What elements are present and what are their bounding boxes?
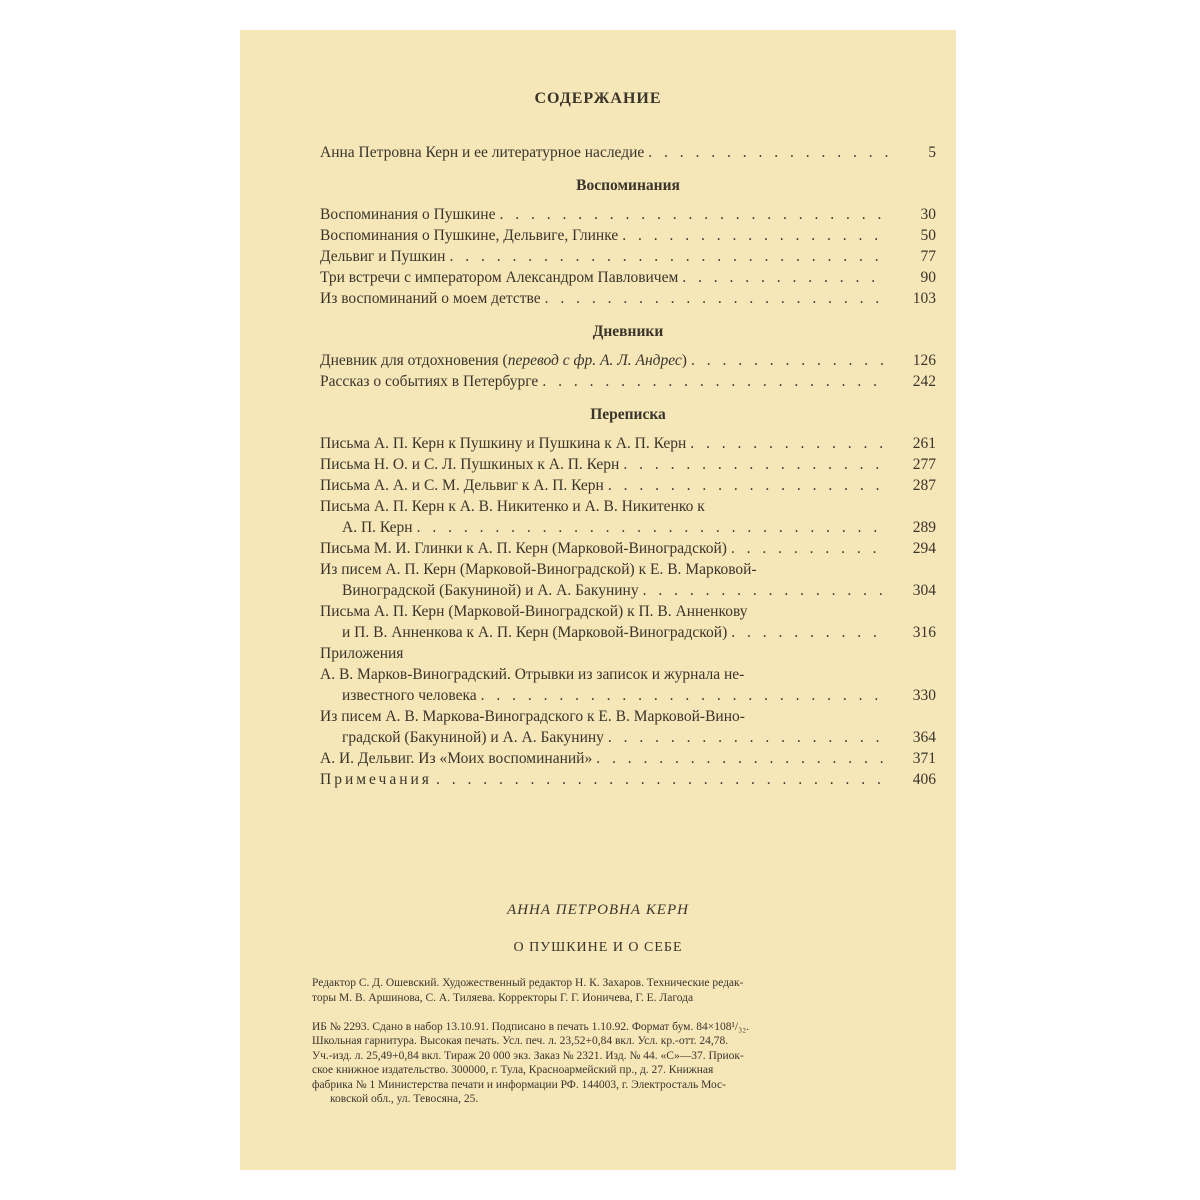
toc-entry-page: 103 [912, 290, 936, 307]
imprint-author: АННА ПЕТРОВНА КЕРН [507, 902, 689, 918]
toc-entry-title-line1: Письма А. П. Керн (Марковой-Виноградской) к П. В. Анненкову [320, 603, 748, 620]
toc-entry[interactable] [320, 769, 936, 790]
toc-entry-page: 294 [912, 540, 936, 557]
toc-entry[interactable] [320, 433, 936, 454]
toc-entry[interactable] [320, 601, 936, 643]
toc-entry-title-line1: Из писем А. В. Маркова-Виноградского к Е. В. Марковой-Вино- [320, 708, 745, 725]
toc-leader [596, 748, 888, 769]
toc-entry-page: 330 [912, 687, 936, 704]
toc-entry[interactable] [320, 538, 936, 559]
toc-entry-title: Примечания [320, 771, 432, 788]
imprint-publication-data [312, 1020, 942, 1106]
toc-entry-page: 77 [920, 248, 936, 265]
toc-leader [690, 433, 888, 454]
toc-entry-title: А. И. Дельвиг. Из «Моих воспоминаний» [320, 750, 593, 767]
credits-line: торы М. В. Аршинова, С. А. Тиляева. Корректоры Г. Г. Ионичева, Г. Е. Лагода [312, 992, 694, 1004]
toc-leader [608, 727, 888, 748]
toc-leader [731, 538, 888, 559]
toc-leader [481, 685, 888, 706]
toc-leader [436, 769, 888, 790]
toc-entry-title: Воспоминания о Пушкине [320, 206, 496, 223]
toc-entry-title: Письма А. П. Керн к Пушкину и Пушкина к А. П. Керн [320, 435, 687, 452]
imprint-credits [312, 976, 942, 1006]
toc-entry[interactable] [320, 496, 936, 538]
toc-entry-title: Три встречи с императором Александром Павловичем [320, 269, 679, 286]
toc-leader [682, 267, 888, 288]
toc-entry[interactable] [320, 475, 936, 496]
toc-entry[interactable] [320, 371, 936, 392]
toc-entry-page: 30 [920, 206, 936, 223]
toc-entry-page: 50 [920, 227, 936, 244]
toc-entry[interactable] [320, 225, 936, 246]
toc-entry-title-line2: и П. В. Анненкова к А. П. Керн (Марковой-Виноградской) [342, 624, 728, 641]
publication-line: фабрика № 1 Министерства печати и информации РФ. 144003, г. Электросталь Мос- [312, 1078, 726, 1091]
toc-entry[interactable] [320, 559, 936, 601]
toc-entry-title: Дневник для отдохновения (перевод с фр. А. Л. Андрес) [320, 352, 687, 369]
toc-entry-title-line2: Виноградской (Бакуниной) и А. А. Бакунину [342, 582, 639, 599]
toc-leader [643, 580, 888, 601]
section-heading: Дневники [592, 323, 664, 340]
table-of-contents [320, 142, 936, 790]
toc-entry[interactable] [320, 748, 936, 769]
toc-entry[interactable] [320, 267, 936, 288]
toc-title: СОДЕРЖАНИЕ [534, 90, 662, 107]
toc-entry-page: 277 [912, 456, 936, 473]
toc-entry-title: Письма А. А. и С. М. Дельвиг к А. П. Керн [320, 477, 604, 494]
toc-entry-title: Письма Н. О. и С. Л. Пушкиных к А. П. Керн [320, 456, 620, 473]
toc-entry-title: Воспоминания о Пушкине, Дельвиге, Глинке [320, 227, 619, 244]
section-heading: Воспоминания [576, 177, 680, 194]
toc-entry-page: 371 [912, 750, 936, 767]
toc-entry-title-line1: Письма А. П. Керн к А. В. Никитенко и А. В. Никитенко к [320, 498, 705, 515]
toc-entry-title-line2: А. П. Керн [342, 519, 413, 536]
toc-entry-page: 289 [912, 519, 936, 536]
toc-entry-title-line2: известного человека [342, 687, 477, 704]
toc-entry-title: Дельвиг и Пушкин [320, 248, 446, 265]
toc-leader [623, 454, 888, 475]
toc-entry-title: Рассказ о событиях в Петербурге [320, 373, 539, 390]
toc-leader [648, 142, 888, 163]
toc-entry[interactable] [320, 246, 936, 267]
toc-entry[interactable] [320, 664, 936, 706]
translator-note: перевод с фр. А. Л. Андрес [507, 352, 682, 369]
toc-leader [691, 350, 888, 371]
toc-leader [622, 225, 888, 246]
toc-entry-page: 126 [912, 352, 936, 369]
toc-entry-title: Письма М. И. Глинки к А. П. Керн (Марковой-Виноградской) [320, 540, 727, 557]
toc-entry-page: 364 [912, 729, 936, 746]
toc-leader [499, 204, 888, 225]
toc-entry[interactable] [320, 288, 936, 309]
toc-entry[interactable] [320, 454, 936, 475]
publication-line: ИБ № 2293. Сдано в набор 13.10.91. Подписано в печать 1.10.92. Формат бум. 84×108¹/₃₂. [312, 1021, 749, 1033]
publication-line: ское книжное издательство. 300000, г. Тула, Красноармейский пр., д. 27. Книжная [312, 1064, 714, 1077]
toc-entry-page: 90 [920, 269, 936, 286]
toc-entry-title-line2: градской (Бакуниной) и А. А. Бакунину [342, 729, 604, 746]
credits-line: Редактор С. Д. Ошевский. Художественный редактор Н. К. Захаров. Технические редак- [312, 977, 744, 989]
toc-entry-page: 261 [912, 435, 936, 452]
toc-leader [731, 622, 888, 643]
toc-entry[interactable] [320, 706, 936, 748]
toc-entry-page: 242 [912, 373, 936, 390]
toc-entry-page: 5 [928, 144, 936, 161]
toc-entry[interactable] [320, 142, 936, 163]
imprint-book-title: О ПУШКИНЕ И О СЕБЕ [513, 940, 683, 955]
book-page [240, 30, 956, 1170]
publication-line: Уч.-изд. л. 25,49+0,84 вкл. Тираж 20 000 экз. Заказ № 2321. Изд. № 44. «С»—37. Приок- [312, 1049, 744, 1062]
publication-line: ковской обл., ул. Тевосяна, 25. [330, 1093, 479, 1106]
toc-entry[interactable] [320, 204, 936, 225]
toc-leader [608, 475, 888, 496]
toc-entry-page: 406 [912, 771, 936, 788]
toc-entry-page: 304 [912, 582, 936, 599]
toc-entry-title: Анна Петровна Керн и ее литературное наследие [320, 144, 645, 161]
toc-entry-page: 287 [912, 477, 936, 494]
toc-leader [542, 371, 888, 392]
toc-entry-title: Из воспоминаний о моем детстве [320, 290, 541, 307]
toc-entry[interactable] [320, 350, 936, 371]
toc-leader [545, 288, 888, 309]
publication-line: Школьная гарнитура. Высокая печать. Усл. печ. л. 23,52+0,84 вкл. Усл. кр.-отт. 24,78. [312, 1035, 729, 1048]
toc-entry-title-line1: А. В. Марков-Виноградский. Отрывки из записок и журнала не- [320, 666, 745, 683]
section-heading: Переписка [590, 406, 666, 423]
toc-entry-page: 316 [912, 624, 936, 641]
toc-entry-title-line1: Из писем А. П. Керн (Марковой-Виноградской) к Е. В. Марковой- [320, 561, 757, 578]
appendix-heading: Приложения [320, 645, 404, 662]
toc-leader [449, 246, 888, 267]
toc-leader [417, 517, 888, 538]
